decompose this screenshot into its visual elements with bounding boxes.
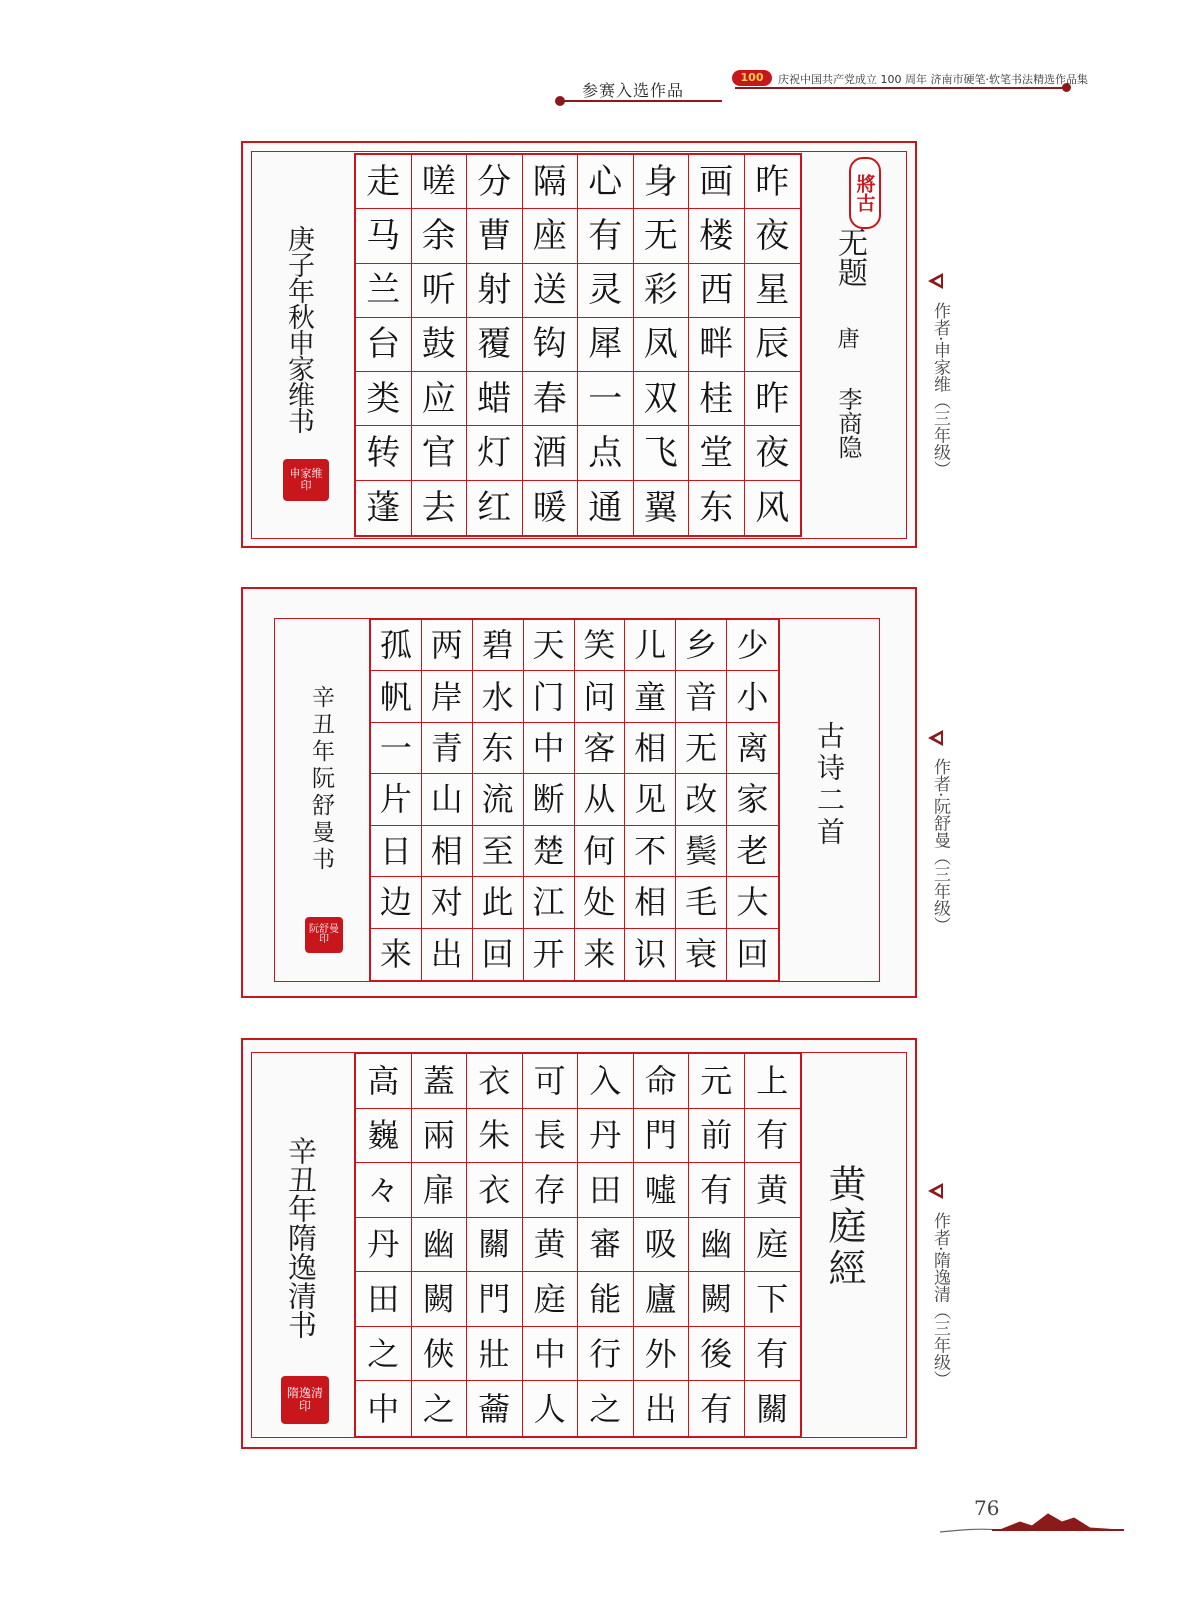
work-panel-3 — [241, 1038, 917, 1449]
grid-cell: 行 — [578, 1327, 634, 1382]
grid-cell: 少 — [727, 620, 778, 671]
grid-cell: 流 — [473, 774, 524, 825]
grid-cell: 老 — [727, 826, 778, 877]
grid-cell: 衰 — [676, 929, 727, 980]
grid-cell: 夜 — [745, 209, 801, 263]
grid-cell: 走 — [356, 155, 412, 209]
grid-cell: 中 — [356, 1381, 412, 1436]
grid-cell: 春 — [523, 372, 579, 426]
grid-cell: 相 — [625, 723, 676, 774]
grid-cell: 庭 — [745, 1218, 801, 1273]
grid-cell: 断 — [524, 774, 575, 825]
page-number: 76 — [974, 1496, 1000, 1520]
author-credit — [928, 302, 953, 477]
grid-cell: 钩 — [523, 318, 579, 372]
grid-cell: 可 — [523, 1054, 579, 1109]
author-arrow-icon — [928, 730, 943, 746]
grid-cell: 离 — [727, 723, 778, 774]
signature: 辛丑年隋逸清书 — [284, 1136, 318, 1339]
grid-cell: 点 — [578, 426, 634, 480]
grid-cell: 有 — [689, 1381, 745, 1436]
grid-cell: 边 — [371, 877, 422, 928]
grid-cell: 童 — [625, 671, 676, 722]
grid-cell: 覆 — [467, 318, 523, 372]
grid-cell: 风 — [755, 487, 790, 528]
grid-cell: 楚 — [524, 826, 575, 877]
grid-cell: 門 — [467, 1272, 523, 1327]
grid-cell: 昨 — [745, 155, 801, 209]
work-dynasty: 唐 — [834, 327, 859, 349]
author-grade: （三年级） — [930, 848, 950, 934]
grid-cell: 问 — [575, 671, 626, 722]
grid-cell: 闕 — [412, 1272, 468, 1327]
grid-cell: 身 — [634, 155, 690, 209]
grid-cell: 两 — [422, 620, 473, 671]
grid-cell: 处 — [575, 877, 626, 928]
work-title: 无题 — [832, 227, 867, 287]
grid-cell: 俠 — [412, 1327, 468, 1382]
grid-cell: 日 — [371, 826, 422, 877]
grid-cell: 門 — [634, 1109, 690, 1164]
grid-cell: 田 — [356, 1272, 412, 1327]
grid-cell: 座 — [523, 209, 579, 263]
grid-cell: 门 — [524, 671, 575, 722]
grid-cell: 關 — [467, 1218, 523, 1273]
grid-cell: 夜 — [745, 426, 801, 480]
grid-cell: 人 — [523, 1381, 579, 1436]
grid-cell: 蘥 — [467, 1381, 523, 1436]
grid-cell: 之 — [412, 1381, 468, 1436]
calligraphy-grid — [354, 153, 802, 537]
grid-cell: 江 — [524, 877, 575, 928]
grid-cell: 彩 — [634, 264, 690, 318]
grid-cell: 存 — [523, 1163, 579, 1218]
grid-cell: 出 — [422, 929, 473, 980]
grid-cell: 余 — [412, 209, 468, 263]
grid-cell: 从 — [575, 774, 626, 825]
grid-cell: 丹 — [578, 1109, 634, 1164]
grid-cell: 画 — [689, 155, 745, 209]
grid-cell: 相 — [625, 877, 676, 928]
grid-cell: 星 — [745, 264, 801, 318]
grid-cell: 吸 — [634, 1218, 690, 1273]
grid-cell: 高 — [356, 1054, 412, 1109]
grid-cell: 黄 — [745, 1163, 801, 1218]
grid-cell: 元 — [689, 1054, 745, 1109]
collection-title: 庆祝中国共产党成立 100 周年 济南市硬笔·软笔书法精选作品集 — [778, 73, 1088, 86]
author-credit — [928, 1212, 953, 1387]
grid-cell: 凤 — [634, 318, 690, 372]
grid-cell: 壯 — [467, 1327, 523, 1382]
grid-cell: 去 — [412, 481, 468, 535]
grid-cell: 山 — [422, 774, 473, 825]
grid-cell: 送 — [523, 264, 579, 318]
grid-cell: 暖 — [523, 481, 579, 535]
grid-cell: 犀 — [578, 318, 634, 372]
grid-cell: 長 — [523, 1109, 579, 1164]
grid-cell: 相 — [422, 826, 473, 877]
grid-cell: 庭 — [523, 1272, 579, 1327]
grid-cell: 片 — [371, 774, 422, 825]
grid-cell: 青 — [422, 723, 473, 774]
grid-cell: 上 — [745, 1054, 801, 1109]
work-panel-2 — [241, 587, 917, 998]
grid-cell: 客 — [575, 723, 626, 774]
grid-cell: 灵 — [578, 264, 634, 318]
grid-cell: 至 — [473, 826, 524, 877]
grid-cell: 应 — [412, 372, 468, 426]
grid-cell: 楼 — [689, 209, 745, 263]
grid-cell: 之 — [356, 1327, 412, 1382]
author-arrow-icon — [928, 273, 943, 289]
grid-cell: 笑 — [575, 620, 626, 671]
grid-cell: 幽 — [412, 1218, 468, 1273]
grid-cell: 不 — [625, 826, 676, 877]
grid-cell: 兩 — [412, 1109, 468, 1164]
grid-cell: 来 — [371, 929, 422, 980]
grid-cell: 红 — [467, 481, 523, 535]
grid-cell: 乡 — [676, 620, 727, 671]
grid-cell: 關 — [756, 1389, 789, 1428]
grid-cell: 听 — [412, 264, 468, 318]
grid-cell: 蜡 — [467, 372, 523, 426]
grid-cell: 能 — [578, 1272, 634, 1327]
author-label: 作者·阮舒曼 — [930, 758, 950, 849]
grid-cell: 蓬 — [356, 481, 412, 535]
author-seal: 阮舒曼印 — [305, 917, 343, 953]
grid-cell: 见 — [625, 774, 676, 825]
signature: 庚子年秋申家维书 — [283, 225, 314, 433]
grid-cell: 丹 — [356, 1218, 412, 1273]
grid-cell: 有 — [689, 1163, 745, 1218]
grid-cell: 碧 — [473, 620, 524, 671]
grid-cell: 孤 — [371, 620, 422, 671]
grid-cell: 通 — [578, 481, 634, 535]
author-grade: （三年级） — [930, 1302, 950, 1388]
author-credit — [928, 758, 953, 933]
grid-cell: 嗟 — [412, 155, 468, 209]
work-title: 黄庭經 — [822, 1164, 866, 1290]
author-grade: （三年级） — [930, 392, 950, 478]
grid-cell: 翼 — [634, 481, 690, 535]
grid-cell: 審 — [578, 1218, 634, 1273]
grid-cell: 音 — [676, 671, 727, 722]
grid-cell: 转 — [356, 426, 412, 480]
grid-cell: 噓 — [634, 1163, 690, 1218]
grid-cell: 曹 — [467, 209, 523, 263]
grid-cell: 朱 — [467, 1109, 523, 1164]
mountain-ornament-icon — [940, 1506, 1140, 1536]
grid-cell: 东 — [473, 723, 524, 774]
grid-cell: 马 — [356, 209, 412, 263]
grid-cell: 官 — [412, 426, 468, 480]
grid-cell: 天 — [524, 620, 575, 671]
author-label: 作者·隋逸清 — [930, 1212, 950, 1303]
grid-cell: 射 — [467, 264, 523, 318]
grid-cell: 回 — [736, 935, 769, 974]
grid-cell: 中 — [524, 723, 575, 774]
grid-cell: 桂 — [689, 372, 745, 426]
author-seal: 申家维印 — [283, 459, 329, 501]
grid-cell: 帆 — [371, 671, 422, 722]
grid-cell: 闕 — [689, 1272, 745, 1327]
grid-cell: 之 — [578, 1381, 634, 1436]
grid-cell: 前 — [689, 1109, 745, 1164]
grid-cell: 後 — [689, 1327, 745, 1382]
grid-cell: 下 — [745, 1272, 801, 1327]
work-poet: 李商隐 — [834, 387, 862, 459]
header-rule-right — [735, 87, 1065, 89]
work-title: 古诗二首 — [813, 721, 846, 849]
grid-cell: 有 — [745, 1327, 801, 1382]
grid-cell: 黄 — [523, 1218, 579, 1273]
grid-cell: 无 — [634, 209, 690, 263]
grid-cell: 入 — [578, 1054, 634, 1109]
grid-cell: 毛 — [676, 877, 727, 928]
calligraphy-grid — [354, 1052, 802, 1438]
grid-cell: 出 — [634, 1381, 690, 1436]
grid-cell: 改 — [676, 774, 727, 825]
grid-cell: 一 — [578, 372, 634, 426]
grid-cell: 鬓 — [676, 826, 727, 877]
grid-cell: 蓋 — [412, 1054, 468, 1109]
grid-cell: 有 — [745, 1109, 801, 1164]
grid-cell: 田 — [578, 1163, 634, 1218]
centenary-logo: 100 — [732, 70, 772, 86]
grid-cell: 畔 — [689, 318, 745, 372]
grid-cell: 识 — [625, 929, 676, 980]
grid-cell: 辰 — [745, 318, 801, 372]
grid-cell: 中 — [523, 1327, 579, 1382]
grid-cell: 对 — [422, 877, 473, 928]
grid-cell: 双 — [634, 372, 690, 426]
grid-cell: 开 — [524, 929, 575, 980]
calligraphy-grid — [369, 618, 780, 982]
author-arrow-icon — [928, 1183, 943, 1199]
grid-cell: 巍 — [356, 1109, 412, 1164]
grid-cell: 有 — [578, 209, 634, 263]
grid-cell: 廬 — [634, 1272, 690, 1327]
grid-cell: 类 — [356, 372, 412, 426]
grid-cell: 心 — [578, 155, 634, 209]
work-panel-1 — [241, 141, 917, 548]
grid-cell: 灯 — [467, 426, 523, 480]
author-label: 作者·申家维 — [930, 302, 950, 393]
grid-cell: 一 — [371, 723, 422, 774]
grid-cell: 东 — [689, 481, 745, 535]
grid-cell: 兰 — [356, 264, 412, 318]
grid-cell: 命 — [634, 1054, 690, 1109]
grid-cell: 何 — [575, 826, 626, 877]
grid-cell: 飞 — [634, 426, 690, 480]
grid-cell: 家 — [727, 774, 778, 825]
grid-cell: 衣 — [467, 1054, 523, 1109]
grid-cell: 西 — [689, 264, 745, 318]
grid-cell: 酒 — [523, 426, 579, 480]
grid-cell: 岸 — [422, 671, 473, 722]
grid-cell: 小 — [727, 671, 778, 722]
grid-cell: 此 — [473, 877, 524, 928]
grid-cell: 隔 — [523, 155, 579, 209]
grid-cell: 台 — [356, 318, 412, 372]
grid-cell: 衣 — [467, 1163, 523, 1218]
grid-cell: 水 — [473, 671, 524, 722]
grid-cell: 昨 — [745, 372, 801, 426]
author-seal: 隋逸清印 — [281, 1376, 329, 1424]
grid-cell: 儿 — [625, 620, 676, 671]
signature: 辛丑年阮舒曼书 — [308, 685, 334, 874]
grid-cell: 外 — [634, 1327, 690, 1382]
grid-cell: 大 — [727, 877, 778, 928]
grid-cell: 鼓 — [412, 318, 468, 372]
grid-cell: 々 — [356, 1163, 412, 1218]
grid-cell: 堂 — [689, 426, 745, 480]
grid-cell: 扉 — [412, 1163, 468, 1218]
grid-cell: 幽 — [689, 1218, 745, 1273]
grid-cell: 分 — [467, 155, 523, 209]
section-title: 参赛入选作品 — [582, 81, 685, 100]
title-seal: 將古 — [849, 157, 881, 229]
grid-cell: 无 — [676, 723, 727, 774]
grid-cell: 来 — [575, 929, 626, 980]
grid-cell: 回 — [473, 929, 524, 980]
